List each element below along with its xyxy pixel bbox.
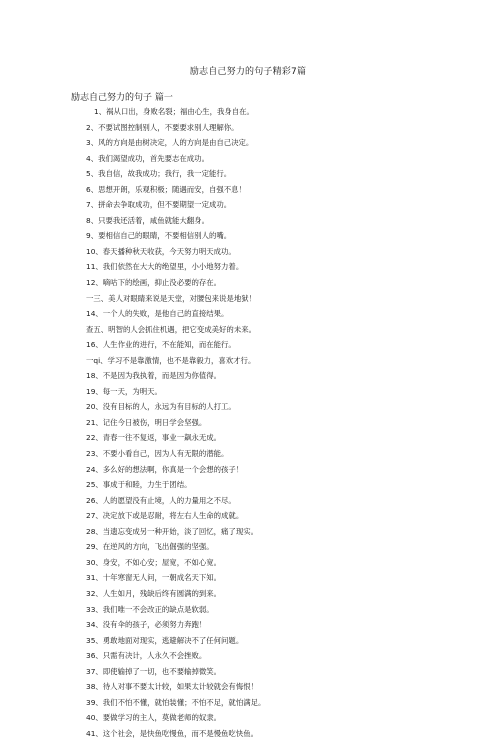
list-item: 1、祸从口出，身败名裂；福由心生，我身自在。 xyxy=(94,107,254,116)
list-item: 20、没有目标的人，永远为有目标的人打工。 xyxy=(86,402,236,412)
list-item: 21、记住今日被伤，明日学会坚强。 xyxy=(86,417,207,427)
list-item: 41、这个社会，是快鱼吃慢鱼，而不是慢鱼吃快鱼。 xyxy=(86,728,259,738)
list-item: 18、不是因为我执着，而是因为你值得。 xyxy=(86,371,222,381)
list-item: 27、决定放下或是忍耐，将左右人生命的成就。 xyxy=(86,511,244,521)
list-item: 10、春天播种秋天收获，今天努力明天成功。 xyxy=(86,246,236,256)
list-item: 8、只要我还活着，咸鱼就能大翻身。 xyxy=(86,215,209,225)
list-item: 32、人生如月，残缺后终有圆满的到来。 xyxy=(86,588,222,598)
list-item: 38、待人对事不要太计较，如果太计较就会有悔恨！ xyxy=(86,682,259,692)
list-item: 7、拼命去争取成功，但不要期望一定成功。 xyxy=(86,200,232,210)
list-item: 35、勇敢地面对现实，逃避解决不了任何问题。 xyxy=(86,635,244,645)
list-item: 30、身安，不如心安；屋宽，不如心宽。 xyxy=(86,557,222,567)
list-item: 16、人生作业的进行，不在能知，而在能行。 xyxy=(86,340,236,350)
list-item: 37、即使输掉了一切，也不要输掉微笑。 xyxy=(86,666,222,676)
list-item: 34、没有伞的孩子，必须努力奔跑！ xyxy=(86,620,207,630)
quote-list xyxy=(86,104,436,741)
list-item: 2、不要试图控制别人，不要要求别人理解你。 xyxy=(86,122,239,132)
list-item: 19、每一天，为明天。 xyxy=(86,386,162,396)
list-item: 12、嘀咕下的绘画，抑止没必要的存在。 xyxy=(86,278,222,288)
list-item: 一qi、学习不是靠激情，也不是靠毅力，喜欢才行。 xyxy=(86,355,256,365)
list-item: 6、思想开朗，乐观积极；随遇而安，自强不息！ xyxy=(86,184,246,194)
page-title: 励志自己努力的句子精彩7篇 xyxy=(189,67,307,77)
list-item: 一三、美人对眼睛来说是天堂，对腰包来说是地狱！ xyxy=(86,293,256,303)
list-item: 22、青春一往不复返，事业一飙永无成。 xyxy=(86,433,222,443)
list-item: 查五、明智的人会抓住机遇，把它变成美好的未来。 xyxy=(86,324,256,334)
list-item: 9、要相信自己的眼睛，不要相信别人的嘴。 xyxy=(86,231,232,241)
list-item: 33、我们唯一不会改正的缺点是软弱。 xyxy=(86,604,214,614)
list-item: 14、一个人的失败，是他自己的直接结果。 xyxy=(86,309,229,319)
list-item: 25、事成于和睦，力生于团结。 xyxy=(86,480,192,490)
list-item: 40、要做学习的主人，莫做老师的奴隶。 xyxy=(86,713,222,723)
list-item: 36、只需有决计，人永久不会挫败。 xyxy=(86,651,207,661)
list-item: 39、我们不怕不懂，就怕装懂；不怕不足，就怕满足。 xyxy=(86,697,266,707)
section-heading: 励志自己努力的句子 篇一 xyxy=(71,93,173,103)
list-item: 31、十年寒窗无人问，一朝成名天下知。 xyxy=(86,573,222,583)
list-item: 3、风的方向是由树决定，人的方向是由自己决定。 xyxy=(86,138,254,148)
list-item: 23、不要小看自己，因为人有无限的潜能。 xyxy=(86,449,229,459)
list-item: 29、在逆风的方向，飞出倔强的坚强。 xyxy=(86,542,214,552)
list-item: 4、我们渴望成功，首先要志在成功。 xyxy=(86,153,209,163)
list-item: 5、我自信，故我成功；我行，我一定能行。 xyxy=(86,169,232,179)
list-item: 24、多么好的想法啊，你真是一个会想的孩子！ xyxy=(86,464,244,474)
list-item: 28、当遗忘变成另一种开始，淡了回忆，痛了现实。 xyxy=(86,526,259,536)
list-item: 26、人的愿望没有止境，人的力量用之不尽。 xyxy=(86,495,236,505)
list-item: 11、我们依然在大大的绝望里，小小地努力着。 xyxy=(86,262,244,272)
